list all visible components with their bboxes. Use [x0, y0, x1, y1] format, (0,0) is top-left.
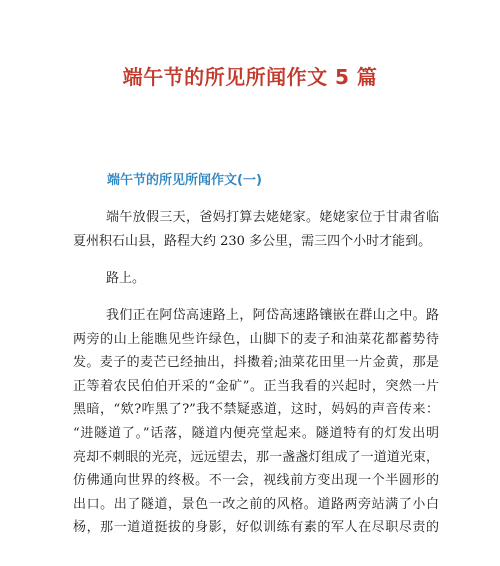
paragraph-line: 出口。出了隧道，景色一改之前的风格。道路两旁站满了小白: [73, 496, 439, 512]
paragraph-line: 两旁的山上能瞧见些许绿色，山脚下的麦子和油菜花都蓄势待: [73, 331, 439, 347]
document-title: 端午节的所见所闻作文 5 篇: [122, 65, 378, 89]
paragraph-line: 亮却不刺眼的光亮，远远望去，那一盏盏灯组成了一道道光束，: [73, 449, 439, 465]
paragraph-line: 我们正在阿岱高速路上，阿岱高速路镶嵌在群山之中。路: [106, 308, 439, 323]
paragraph-line: 端午放假三天，爸妈打算去姥姥家。姥姥家位于甘肃省临: [106, 210, 439, 225]
paragraph-line: 夏州积石山县，路程大约 230 多公里，需三四个小时才能到。: [73, 233, 432, 249]
section-heading: 端午节的所见所闻作文(一): [107, 173, 262, 188]
paragraph-line: 路上。: [106, 271, 146, 286]
paragraph-line: 正等着农民伯伯开采的“金矿”。正当我看的兴起时，突然一片: [73, 378, 439, 394]
paragraph-2: [73, 267, 439, 291]
paragraph-line: 黑暗，“欸?咋黑了?”我不禁疑惑道，这时，妈妈的声音传来：: [73, 402, 439, 418]
paragraph-1: [73, 206, 439, 253]
paragraph-line: 发。麦子的麦芒已经抽出，抖擞着;油菜花田里一片金黄，那是: [73, 355, 439, 371]
paragraph-3: [73, 304, 439, 540]
paragraph-line: 仿佛通向世界的终极。不一会，视线前方变出现一个半圆形的: [73, 473, 439, 489]
paragraph-line: 杨，那一道道挺拔的身影，好似训练有素的军人在尽职尽责的: [73, 520, 439, 536]
paragraph-line: “进隧道了。”话落，隧道内便亮堂起来。隧道特有的灯发出明: [73, 425, 439, 441]
